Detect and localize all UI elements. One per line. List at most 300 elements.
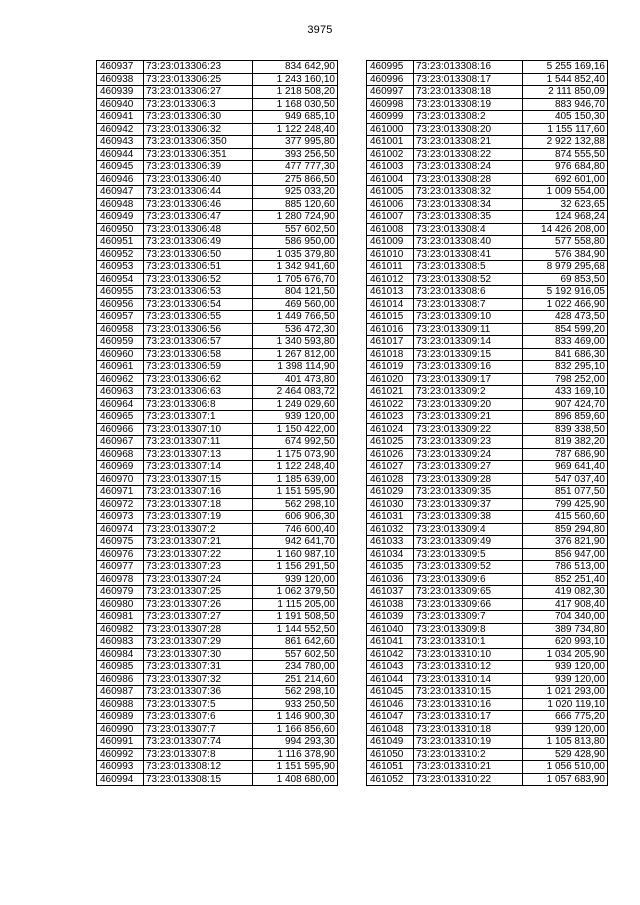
- cadastral-number-cell: 73:23:013310:19: [414, 736, 523, 749]
- row-number-cell: 461012: [367, 273, 414, 286]
- cadastral-number-cell: 73:23:013309:24: [414, 448, 523, 461]
- value-cell: 1 056 510,00: [523, 761, 608, 774]
- value-cell: 401 473,80: [253, 373, 338, 386]
- value-cell: 1 175 073,90: [253, 448, 338, 461]
- cadastral-number-cell: 73:23:013309:23: [414, 436, 523, 449]
- value-cell: 994 293,30: [253, 736, 338, 749]
- row-number-cell: 461010: [367, 248, 414, 261]
- cadastral-number-cell: 73:23:013310:22: [414, 773, 523, 786]
- table-row: [97, 536, 338, 549]
- row-number-cell: 461005: [367, 186, 414, 199]
- table-row: [97, 236, 338, 249]
- row-number-cell: 460995: [367, 61, 414, 74]
- cadastral-number-cell: 73:23:013310:2: [414, 748, 523, 761]
- table-row: [97, 336, 338, 349]
- value-cell: 1 020 119,10: [523, 698, 608, 711]
- table-row: [97, 186, 338, 199]
- table-row: [367, 98, 608, 111]
- table-row: [97, 473, 338, 486]
- value-cell: 819 382,20: [523, 436, 608, 449]
- value-cell: 933 250,50: [253, 698, 338, 711]
- row-number-cell: 461003: [367, 161, 414, 174]
- table-row: [367, 448, 608, 461]
- cadastral-number-cell: 73:23:013307:30: [144, 648, 253, 661]
- cadastral-number-cell: 73:23:013307:6: [144, 711, 253, 724]
- value-cell: 1 544 852,40: [523, 73, 608, 86]
- cadastral-number-cell: 73:23:013306:53: [144, 286, 253, 299]
- cadastral-number-cell: 73:23:013306:8: [144, 398, 253, 411]
- row-number-cell: 460963: [97, 386, 144, 399]
- value-cell: 377 995,80: [253, 136, 338, 149]
- table-row: [367, 548, 608, 561]
- table-row: [97, 348, 338, 361]
- row-number-cell: 461025: [367, 436, 414, 449]
- row-number-cell: 460973: [97, 511, 144, 524]
- value-cell: 885 120,60: [253, 198, 338, 211]
- cadastral-number-cell: 73:23:013308:6: [414, 286, 523, 299]
- row-number-cell: 460984: [97, 648, 144, 661]
- value-cell: 419 082,30: [523, 586, 608, 599]
- cadastral-number-cell: 73:23:013309:20: [414, 398, 523, 411]
- row-number-cell: 460964: [97, 398, 144, 411]
- value-cell: 1 034 205,90: [523, 648, 608, 661]
- cadastral-number-cell: 73:23:013308:4: [414, 223, 523, 236]
- row-number-cell: 460953: [97, 261, 144, 274]
- table-row: [367, 761, 608, 774]
- row-number-cell: 460982: [97, 623, 144, 636]
- table-row: [367, 161, 608, 174]
- value-cell: 557 602,50: [253, 223, 338, 236]
- cadastral-number-cell: 73:23:013308:20: [414, 123, 523, 136]
- row-number-cell: 460948: [97, 198, 144, 211]
- row-number-cell: 460951: [97, 236, 144, 249]
- row-number-cell: 461027: [367, 461, 414, 474]
- row-number-cell: 461045: [367, 686, 414, 699]
- table-row: [367, 661, 608, 674]
- value-cell: 5 192 916,05: [523, 286, 608, 299]
- cadastral-number-cell: 73:23:013307:14: [144, 461, 253, 474]
- table-row: [97, 398, 338, 411]
- table-row: [97, 673, 338, 686]
- row-number-cell: 461019: [367, 361, 414, 374]
- value-cell: 841 686,30: [523, 348, 608, 361]
- cadastral-number-cell: 73:23:013306:32: [144, 123, 253, 136]
- value-cell: 2 922 132,88: [523, 136, 608, 149]
- table-row: [367, 423, 608, 436]
- value-cell: 874 555,50: [523, 148, 608, 161]
- row-number-cell: 461046: [367, 698, 414, 711]
- table-row: [367, 86, 608, 99]
- value-cell: 804 121,50: [253, 286, 338, 299]
- table-row: [97, 161, 338, 174]
- cadastral-number-cell: 73:23:013308:17: [414, 73, 523, 86]
- cadastral-number-cell: 73:23:013307:5: [144, 698, 253, 711]
- row-number-cell: 460981: [97, 611, 144, 624]
- cadastral-number-cell: 73:23:013307:13: [144, 448, 253, 461]
- table-row: [367, 648, 608, 661]
- table-row: [97, 86, 338, 99]
- cadastral-number-cell: 73:23:013308:52: [414, 273, 523, 286]
- row-number-cell: 460959: [97, 336, 144, 349]
- value-cell: 1 166 856,60: [253, 723, 338, 736]
- value-cell: 949 685,10: [253, 111, 338, 124]
- value-cell: 1 022 466,90: [523, 298, 608, 311]
- table-row: [367, 286, 608, 299]
- table-row: [97, 623, 338, 636]
- table-row: [367, 611, 608, 624]
- table-row: [97, 111, 338, 124]
- value-cell: 787 686,90: [523, 448, 608, 461]
- table-row: [97, 523, 338, 536]
- cadastral-number-cell: 73:23:013307:16: [144, 486, 253, 499]
- row-number-cell: 460950: [97, 223, 144, 236]
- value-cell: 557 602,50: [253, 648, 338, 661]
- value-cell: 606 906,30: [253, 511, 338, 524]
- table-row: [97, 636, 338, 649]
- cadastral-number-cell: 73:23:013310:17: [414, 711, 523, 724]
- row-number-cell: 460980: [97, 598, 144, 611]
- row-number-cell: 460999: [367, 111, 414, 124]
- value-cell: 415 560,60: [523, 511, 608, 524]
- value-cell: 536 472,30: [253, 323, 338, 336]
- table-row: [367, 561, 608, 574]
- table-row: [367, 348, 608, 361]
- table-row: [367, 186, 608, 199]
- cadastral-number-cell: 73:23:013309:2: [414, 386, 523, 399]
- cadastral-number-cell: 73:23:013309:65: [414, 586, 523, 599]
- row-number-cell: 461016: [367, 323, 414, 336]
- table-row: [97, 98, 338, 111]
- row-number-cell: 460955: [97, 286, 144, 299]
- cadastral-number-cell: 73:23:013307:7: [144, 723, 253, 736]
- table-row: [367, 673, 608, 686]
- cadastral-number-cell: 73:23:013308:35: [414, 211, 523, 224]
- value-cell: 907 424,70: [523, 398, 608, 411]
- row-number-cell: 460967: [97, 436, 144, 449]
- cadastral-number-cell: 73:23:013307:22: [144, 548, 253, 561]
- table-row: [97, 511, 338, 524]
- value-cell: 1 116 378,90: [253, 748, 338, 761]
- cadastral-number-cell: 73:23:013306:25: [144, 73, 253, 86]
- cadastral-number-cell: 73:23:013307:10: [144, 423, 253, 436]
- cadastral-number-cell: 73:23:013306:23: [144, 61, 253, 74]
- cadastral-number-cell: 73:23:013308:2: [414, 111, 523, 124]
- row-number-cell: 461022: [367, 398, 414, 411]
- row-number-cell: 460958: [97, 323, 144, 336]
- table-row: [367, 136, 608, 149]
- row-number-cell: 460977: [97, 561, 144, 574]
- row-number-cell: 460997: [367, 86, 414, 99]
- row-number-cell: 461050: [367, 748, 414, 761]
- cadastral-number-cell: 73:23:013306:30: [144, 111, 253, 124]
- value-cell: 939 120,00: [523, 661, 608, 674]
- row-number-cell: 461018: [367, 348, 414, 361]
- cadastral-number-cell: 73:23:013310:16: [414, 698, 523, 711]
- value-cell: 942 641,70: [253, 536, 338, 549]
- value-cell: 389 734,80: [523, 623, 608, 636]
- table-row: [97, 248, 338, 261]
- cadastral-number-cell: 73:23:013308:32: [414, 186, 523, 199]
- value-cell: 1 398 114,90: [253, 361, 338, 374]
- row-number-cell: 460988: [97, 698, 144, 711]
- cadastral-number-cell: 73:23:013310:21: [414, 761, 523, 774]
- value-cell: 666 775,20: [523, 711, 608, 724]
- row-number-cell: 461009: [367, 236, 414, 249]
- value-cell: 674 992,50: [253, 436, 338, 449]
- table-row: [367, 686, 608, 699]
- cadastral-number-cell: 73:23:013308:34: [414, 198, 523, 211]
- row-number-cell: 460998: [367, 98, 414, 111]
- table-row: [97, 773, 338, 786]
- cadastral-number-cell: 73:23:013308:24: [414, 161, 523, 174]
- cadastral-number-cell: 73:23:013306:3: [144, 98, 253, 111]
- value-cell: 692 601,00: [523, 173, 608, 186]
- cadastral-number-cell: 73:23:013309:49: [414, 536, 523, 549]
- table-row: [367, 211, 608, 224]
- cadastral-number-cell: 73:23:013309:10: [414, 311, 523, 324]
- row-number-cell: 460986: [97, 673, 144, 686]
- row-number-cell: 461007: [367, 211, 414, 224]
- row-number-cell: 461015: [367, 311, 414, 324]
- cadastral-number-cell: 73:23:013306:58: [144, 348, 253, 361]
- row-number-cell: 460960: [97, 348, 144, 361]
- row-number-cell: 460943: [97, 136, 144, 149]
- table-row: [367, 736, 608, 749]
- table-row: [97, 661, 338, 674]
- cadastral-number-cell: 73:23:013307:36: [144, 686, 253, 699]
- value-cell: 883 946,70: [523, 98, 608, 111]
- table-row: [367, 111, 608, 124]
- cadastral-number-cell: 73:23:013308:22: [414, 148, 523, 161]
- row-number-cell: 460938: [97, 73, 144, 86]
- value-cell: 1 144 552,50: [253, 623, 338, 636]
- cadastral-number-cell: 73:23:013307:27: [144, 611, 253, 624]
- value-cell: 856 947,00: [523, 548, 608, 561]
- table-row: [367, 198, 608, 211]
- value-cell: 1 191 508,50: [253, 611, 338, 624]
- value-cell: 1 151 595,90: [253, 486, 338, 499]
- value-cell: 1 009 554,00: [523, 186, 608, 199]
- value-cell: 1 249 029,60: [253, 398, 338, 411]
- table-row: [367, 636, 608, 649]
- table-row: [367, 623, 608, 636]
- row-number-cell: 460969: [97, 461, 144, 474]
- value-cell: 8 979 295,68: [523, 261, 608, 274]
- table-row: [97, 761, 338, 774]
- registry-table-right: [366, 60, 608, 786]
- row-number-cell: 461040: [367, 623, 414, 636]
- cadastral-number-cell: 73:23:013306:350: [144, 136, 253, 149]
- cadastral-number-cell: 73:23:013306:351: [144, 148, 253, 161]
- row-number-cell: 461036: [367, 573, 414, 586]
- value-cell: 1 280 724,90: [253, 211, 338, 224]
- cadastral-number-cell: 73:23:013309:8: [414, 623, 523, 636]
- table-row: [367, 61, 608, 74]
- cadastral-number-cell: 73:23:013308:28: [414, 173, 523, 186]
- value-cell: 1 267 812,00: [253, 348, 338, 361]
- table-row: [367, 223, 608, 236]
- row-number-cell: 461030: [367, 498, 414, 511]
- table-row: [97, 123, 338, 136]
- table-row: [97, 698, 338, 711]
- cadastral-number-cell: 73:23:013310:12: [414, 661, 523, 674]
- table-row: [97, 148, 338, 161]
- value-cell: 1 021 293,00: [523, 686, 608, 699]
- registry-table-left: [96, 60, 338, 786]
- value-cell: 925 033,20: [253, 186, 338, 199]
- value-cell: 577 558,80: [523, 236, 608, 249]
- table-row: [367, 123, 608, 136]
- cadastral-number-cell: 73:23:013306:46: [144, 198, 253, 211]
- row-number-cell: 460940: [97, 98, 144, 111]
- row-number-cell: 461034: [367, 548, 414, 561]
- table-row: [97, 461, 338, 474]
- cadastral-number-cell: 73:23:013308:19: [414, 98, 523, 111]
- row-number-cell: 461006: [367, 198, 414, 211]
- row-number-cell: 461052: [367, 773, 414, 786]
- table-row: [367, 411, 608, 424]
- value-cell: 799 425,90: [523, 498, 608, 511]
- value-cell: 1 168 030,50: [253, 98, 338, 111]
- table-row: [97, 198, 338, 211]
- value-cell: 832 295,10: [523, 361, 608, 374]
- table-row: [367, 323, 608, 336]
- cadastral-number-cell: 73:23:013309:66: [414, 598, 523, 611]
- table-row: [97, 261, 338, 274]
- value-cell: 428 473,50: [523, 311, 608, 324]
- value-cell: 798 252,00: [523, 373, 608, 386]
- row-number-cell: 461048: [367, 723, 414, 736]
- table-row: [367, 173, 608, 186]
- row-number-cell: 461011: [367, 261, 414, 274]
- row-number-cell: 460971: [97, 486, 144, 499]
- table-row: [97, 736, 338, 749]
- value-cell: 1 122 248,40: [253, 461, 338, 474]
- value-cell: 69 853,50: [523, 273, 608, 286]
- cadastral-number-cell: 73:23:013307:2: [144, 523, 253, 536]
- row-number-cell: 461004: [367, 173, 414, 186]
- value-cell: 1 150 422,00: [253, 423, 338, 436]
- row-number-cell: 460994: [97, 773, 144, 786]
- value-cell: 405 150,30: [523, 111, 608, 124]
- value-cell: 393 256,50: [253, 148, 338, 161]
- table-row: [97, 648, 338, 661]
- value-cell: 851 077,50: [523, 486, 608, 499]
- row-number-cell: 460987: [97, 686, 144, 699]
- table-row: [367, 73, 608, 86]
- table-row: [97, 361, 338, 374]
- table-row: [367, 461, 608, 474]
- row-number-cell: 460978: [97, 573, 144, 586]
- value-cell: 1 105 813,80: [523, 736, 608, 749]
- row-number-cell: 460970: [97, 473, 144, 486]
- row-number-cell: 461031: [367, 511, 414, 524]
- table-row: [367, 236, 608, 249]
- row-number-cell: 460962: [97, 373, 144, 386]
- row-number-cell: 461020: [367, 373, 414, 386]
- row-number-cell: 461043: [367, 661, 414, 674]
- cadastral-number-cell: 73:23:013309:7: [414, 611, 523, 624]
- registry-table-right-body: [367, 61, 608, 786]
- value-cell: 1 156 291,50: [253, 561, 338, 574]
- value-cell: 833 469,00: [523, 336, 608, 349]
- cadastral-number-cell: 73:23:013307:18: [144, 498, 253, 511]
- value-cell: 1 218 508,20: [253, 86, 338, 99]
- table-row: [97, 436, 338, 449]
- row-number-cell: 461026: [367, 448, 414, 461]
- row-number-cell: 460975: [97, 536, 144, 549]
- value-cell: 529 428,90: [523, 748, 608, 761]
- table-row: [97, 136, 338, 149]
- table-row: [367, 148, 608, 161]
- value-cell: 786 513,00: [523, 561, 608, 574]
- value-cell: 251 214,60: [253, 673, 338, 686]
- table-row: [97, 748, 338, 761]
- table-row: [97, 273, 338, 286]
- value-cell: 1 115 205,00: [253, 598, 338, 611]
- value-cell: 5 255 169,16: [523, 61, 608, 74]
- table-row: [367, 536, 608, 549]
- value-cell: 562 298,10: [253, 498, 338, 511]
- row-number-cell: 461033: [367, 536, 414, 549]
- row-number-cell: 460968: [97, 448, 144, 461]
- cadastral-number-cell: 73:23:013309:38: [414, 511, 523, 524]
- value-cell: 859 294,80: [523, 523, 608, 536]
- value-cell: 1 160 987,10: [253, 548, 338, 561]
- row-number-cell: 460996: [367, 73, 414, 86]
- row-number-cell: 460947: [97, 186, 144, 199]
- value-cell: 620 993,10: [523, 636, 608, 649]
- cadastral-number-cell: 73:23:013306:62: [144, 373, 253, 386]
- value-cell: 124 968,24: [523, 211, 608, 224]
- table-row: [97, 173, 338, 186]
- cadastral-number-cell: 73:23:013307:23: [144, 561, 253, 574]
- row-number-cell: 460941: [97, 111, 144, 124]
- value-cell: 896 859,60: [523, 411, 608, 424]
- cadastral-number-cell: 73:23:013309:22: [414, 423, 523, 436]
- cadastral-number-cell: 73:23:013306:39: [144, 161, 253, 174]
- value-cell: 1 057 683,90: [523, 773, 608, 786]
- table-row: [367, 498, 608, 511]
- table-row: [97, 448, 338, 461]
- row-number-cell: 460992: [97, 748, 144, 761]
- cadastral-number-cell: 73:23:013309:14: [414, 336, 523, 349]
- value-cell: 14 426 208,00: [523, 223, 608, 236]
- value-cell: 2 464 083,72: [253, 386, 338, 399]
- cadastral-number-cell: 73:23:013309:35: [414, 486, 523, 499]
- table-row: [367, 773, 608, 786]
- value-cell: 1 146 900,30: [253, 711, 338, 724]
- row-number-cell: 461041: [367, 636, 414, 649]
- cadastral-number-cell: 73:23:013306:48: [144, 223, 253, 236]
- table-row: [367, 511, 608, 524]
- table-row: [367, 523, 608, 536]
- row-number-cell: 460957: [97, 311, 144, 324]
- cadastral-number-cell: 73:23:013309:37: [414, 498, 523, 511]
- table-row: [97, 386, 338, 399]
- row-number-cell: 461002: [367, 148, 414, 161]
- cadastral-number-cell: 73:23:013309:16: [414, 361, 523, 374]
- cadastral-number-cell: 73:23:013306:52: [144, 273, 253, 286]
- table-row: [97, 373, 338, 386]
- table-row: [97, 598, 338, 611]
- value-cell: 939 120,00: [523, 673, 608, 686]
- row-number-cell: 461014: [367, 298, 414, 311]
- table-row: [97, 411, 338, 424]
- table-row: [97, 686, 338, 699]
- table-row: [97, 611, 338, 624]
- cadastral-number-cell: 73:23:013306:40: [144, 173, 253, 186]
